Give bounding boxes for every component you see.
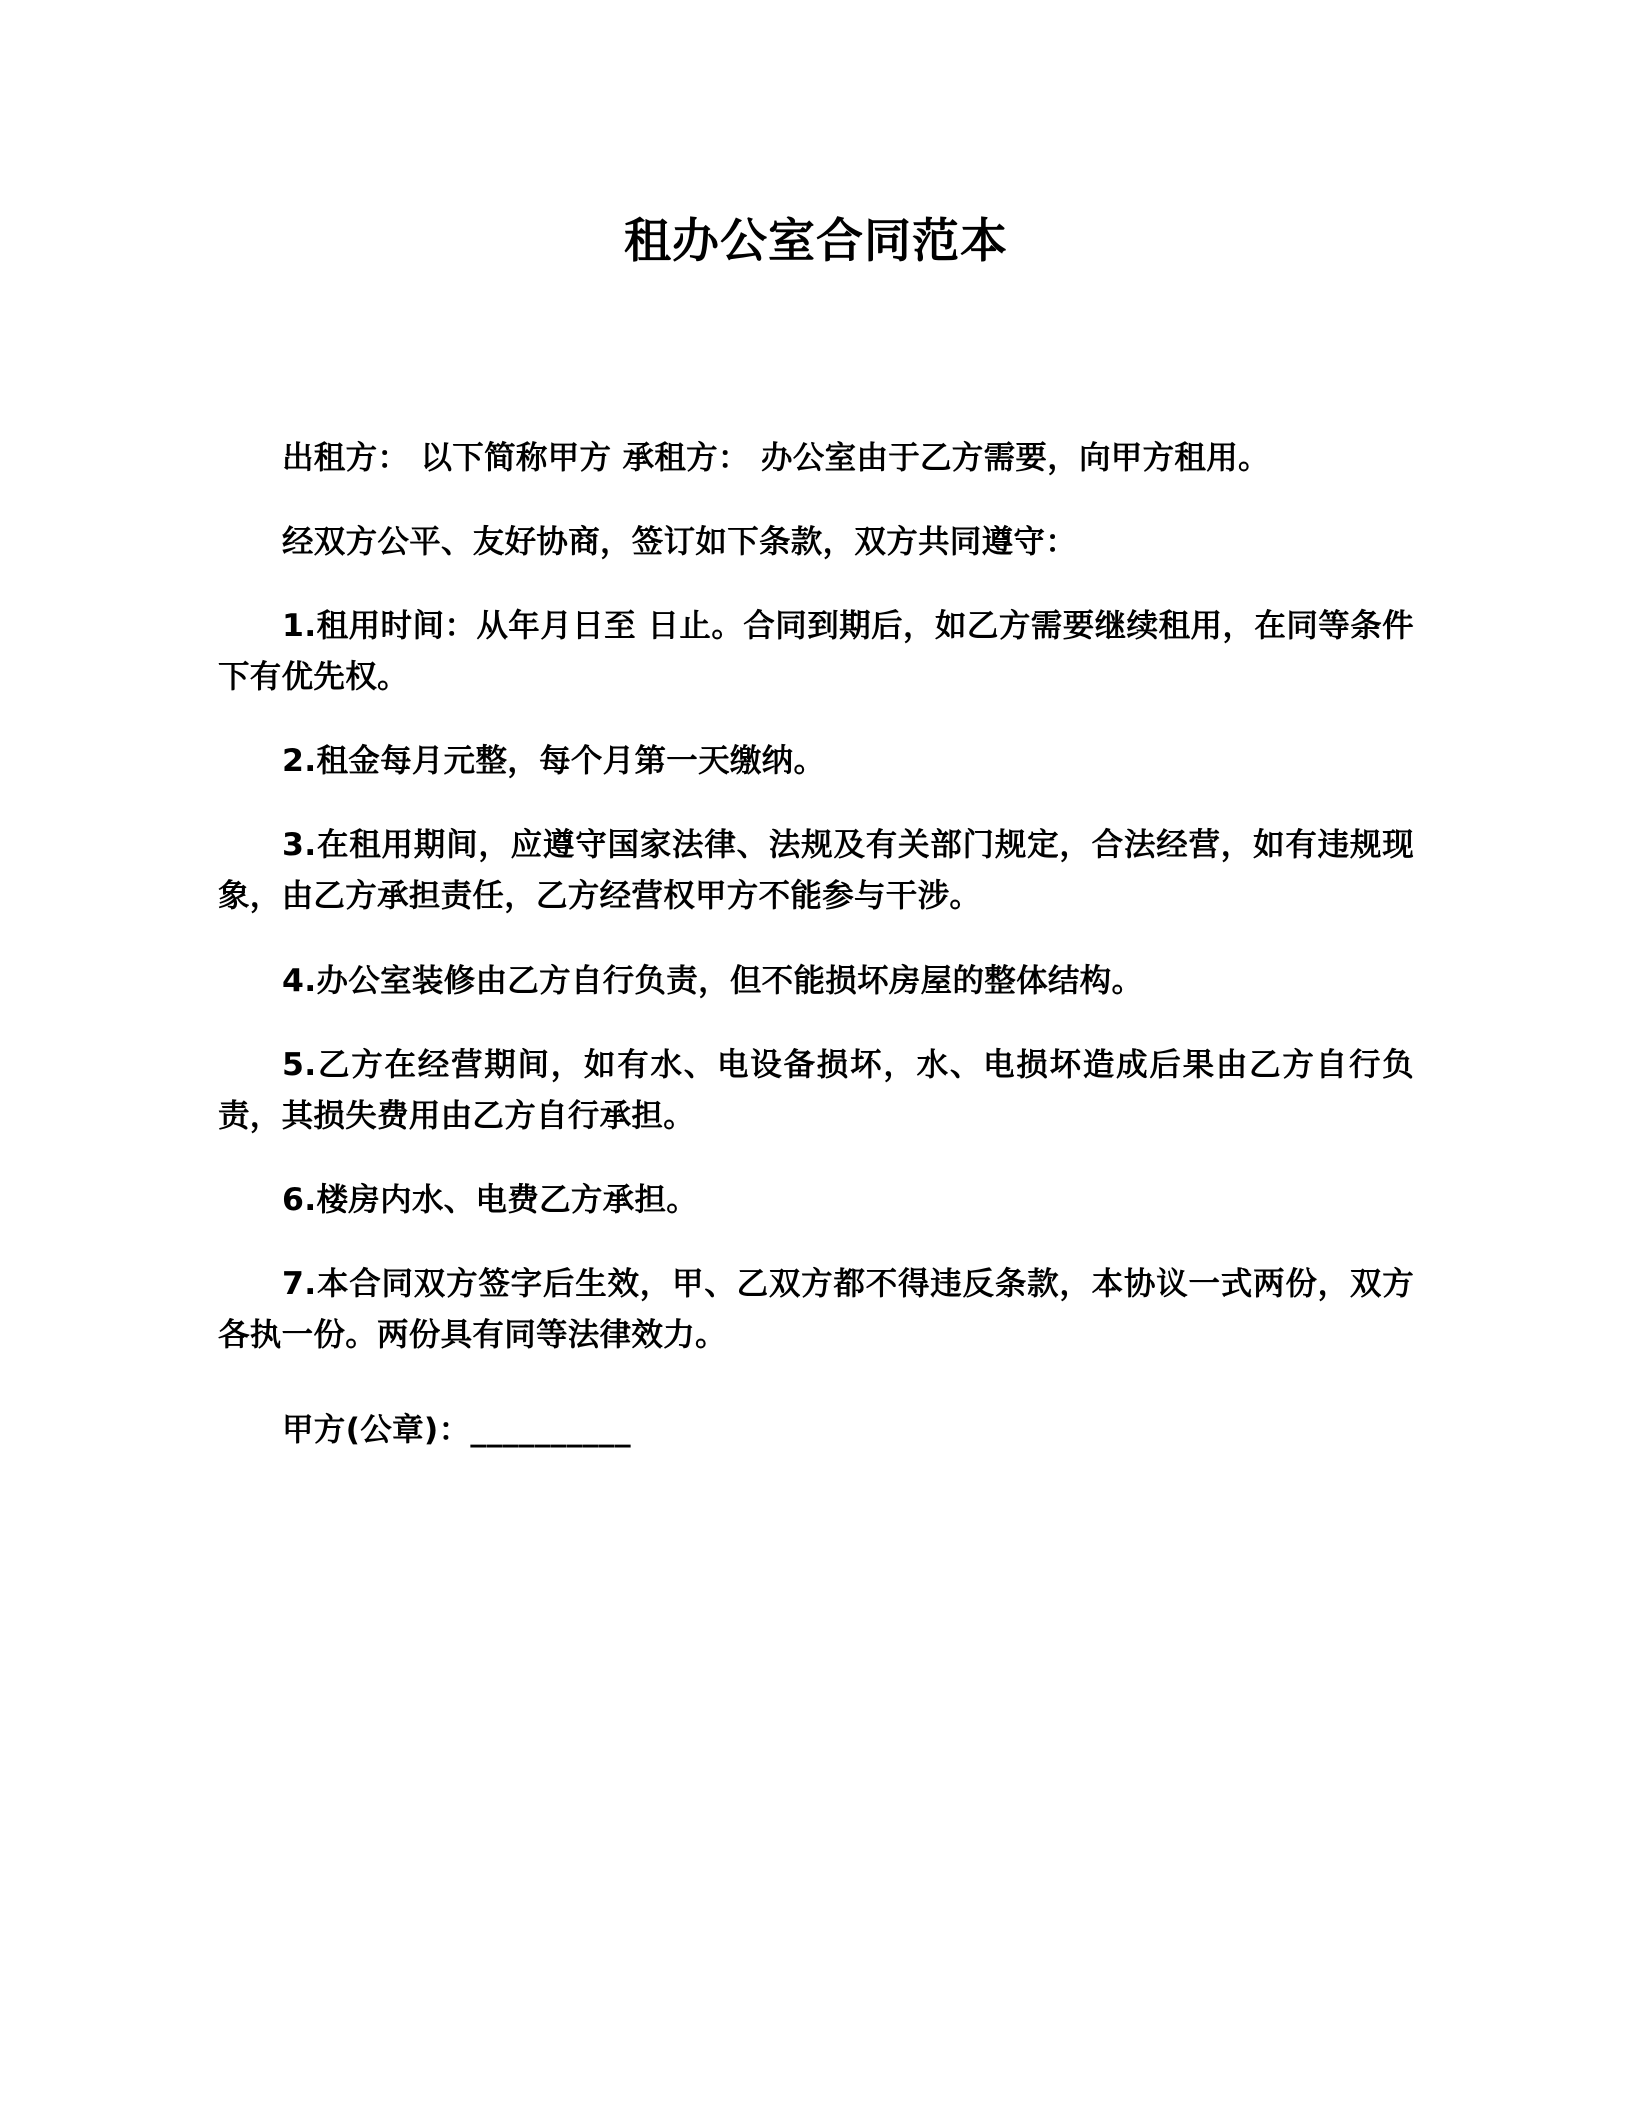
document-body — [218, 433, 1414, 1455]
clause-7-effectiveness: 7.本合同双方签字后生效，甲、乙双方都不得违反条款，本协议一式两份，双方各执一份。两份具有同等法律效力。 — [218, 1265, 1414, 1353]
clause-6-utility-fees: 6.楼房内水、电费乙方承担。 — [282, 1181, 699, 1218]
paragraph-parties: 出租方： 以下简称甲方 承租方： 办公室由于乙方需要，向甲方租用。 — [282, 440, 1270, 477]
page-title: 租办公室合同范本 — [624, 214, 1008, 269]
clause-2-rent-payment: 2.租金每月元整，每个月第一天缴纳。 — [282, 743, 826, 780]
clause-3-legal-compliance: 3.在租用期间，应遵守国家法律、法规及有关部门规定，合法经营，如有违规现象，由乙方承担责任，乙方经营权甲方不能参与干涉。 — [218, 827, 1414, 915]
signature-party-a: 甲方(公章)：__________ — [282, 1411, 631, 1448]
clause-1-rental-period: 1.租用时间：从年月日至 日止。合同到期后，如乙方需要继续租用，在同等条件下有优先权。 — [218, 608, 1414, 696]
paragraph-agreement-intro: 经双方公平、友好协商，签订如下条款，双方共同遵守： — [282, 524, 1078, 561]
clause-4-decoration: 4.办公室装修由乙方自行负责，但不能损坏房屋的整体结构。 — [282, 962, 1144, 999]
clause-5-utilities-damage: 5.乙方在经营期间，如有水、电设备损坏，水、电损坏造成后果由乙方自行负责，其损失费用由乙方自行承担。 — [218, 1046, 1414, 1134]
